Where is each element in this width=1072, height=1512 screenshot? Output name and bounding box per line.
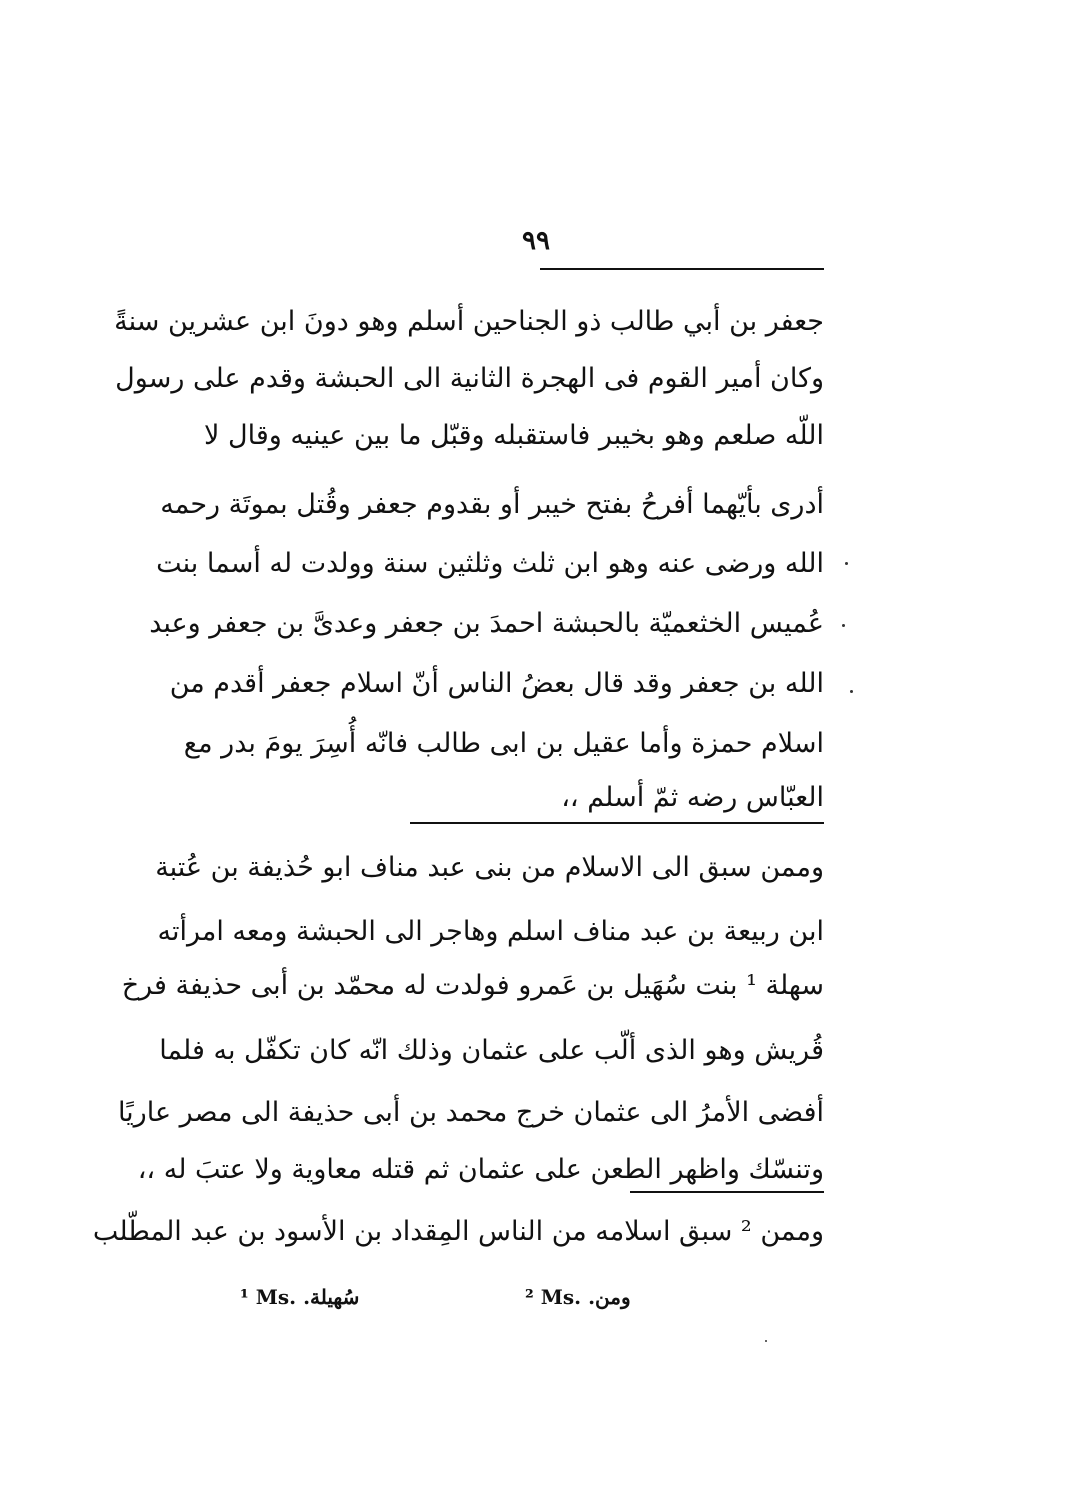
text-line: العبّاس رضه ثمّ أسلم ،،	[561, 782, 824, 813]
footnote-label: Ms.	[255, 1285, 297, 1309]
margin-mark	[850, 690, 853, 693]
text-line: الله بن جعفر وقد قال بعضُ الناس أنّ اسلام جعفر أقدم من	[169, 668, 824, 699]
footnote-text: ومن.	[588, 1285, 631, 1309]
margin-mark	[845, 562, 848, 565]
footnote	[525, 1285, 631, 1309]
text-line: جعفر بن أبي طالب ذو الجناحين أسلم وهو دونَ ابن عشرين سنةً	[114, 306, 824, 337]
text-line: وتنسّك واظهر الطعن على عثمان ثم قتله معاوية ولا عتبَ له ،،	[137, 1154, 824, 1185]
text-line: وكان أمير القوم فى الهجرة الثانية الى الحبشة وقدم على رسول	[115, 363, 824, 394]
page-number: ٩٩	[522, 226, 550, 256]
text-line: الله ورضى عنه وهو ابن ثلث وثلثين سنة وولدت له أسما بنت	[156, 548, 824, 579]
footnote-label: Ms.	[540, 1285, 582, 1309]
margin-mark	[842, 624, 845, 627]
text-line: عُميس الخثعميّة بالحبشة احمدَ بن جعفر وعدىَّ بن جعفر وعبد	[149, 608, 824, 639]
section-divider	[410, 822, 824, 824]
text-line: سهلة ¹ بنت سُهَيل بن عَمرو فولدت له محمّد بن أبى حذيفة فرخ	[121, 970, 824, 1001]
text-line: قُريش وهو الذى ألّب على عثمان وذلك انّه كان تكفّل به فلما	[159, 1035, 824, 1066]
header-rule	[540, 268, 824, 270]
footnote-mark: ¹	[240, 1285, 249, 1309]
scan-speck	[765, 1340, 767, 1342]
text-line: اسلام حمزة وأما عقيل بن ابى طالب فانّه أُسِرَ يومَ بدر مع	[183, 728, 824, 759]
text-line: وممن ² سبق اسلامه من الناس المِقداد بن الأسود بن عبد المطّلب	[92, 1216, 824, 1247]
text-line: وممن سبق الى الاسلام من بنى عبد مناف ابو حُذيفة بن عُتبة	[155, 852, 824, 883]
text-line: أفضى الأمرُ الى عثمان خرج محمد بن أبى حذيفة الى مصر عاريًا	[117, 1097, 824, 1128]
text-line: اللّه صلعم وهو بخيبر فاستقبله وقبّل ما بين عينيه وقال لا	[204, 420, 824, 451]
footnote-mark: ²	[525, 1285, 534, 1309]
section-divider	[630, 1191, 824, 1193]
text-line: أدرى بأيّهما أفرحُ بفتح خيبر أو بقدوم جعفر وقُتل بموتَة رحمه	[160, 489, 824, 520]
footnote	[240, 1285, 359, 1309]
text-line: ابن ربيعة بن عبد مناف اسلم وهاجر الى الحبشة ومعه امرأته	[157, 916, 824, 947]
footnote-text: سُهيلة.	[303, 1285, 360, 1309]
